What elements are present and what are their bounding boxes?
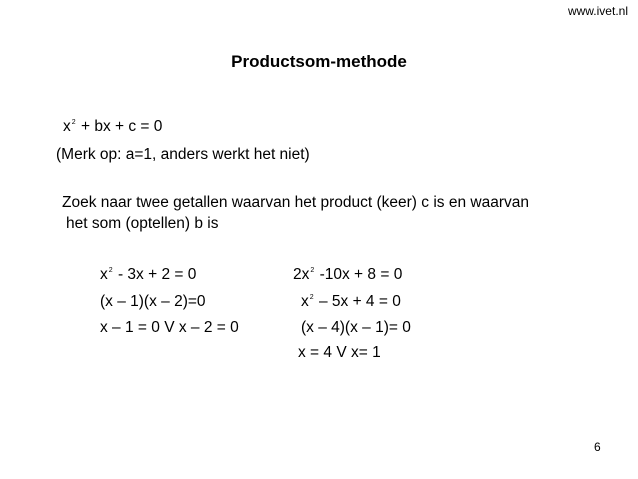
formula-exponent: 2 xyxy=(71,118,76,126)
right-line2-var: x xyxy=(301,293,309,310)
page-number: 6 xyxy=(594,440,601,454)
right-example-line-2 xyxy=(301,293,401,311)
right-line1-rest: -10x + 8 = 0 xyxy=(315,266,403,283)
left-example-line-3: x – 1 = 0 V x – 2 = 0 xyxy=(100,319,239,336)
formula-var: x xyxy=(63,118,71,135)
left-example-line-2: (x – 1)(x – 2)=0 xyxy=(100,293,206,310)
slide-title: Productsom-methode xyxy=(231,52,407,71)
left-example-line-1 xyxy=(100,266,196,284)
left-line1-rest: - 3x + 2 = 0 xyxy=(113,266,197,283)
instruction-line-1: Zoek naar twee getallen waarvan het product (keer) c is en waarvan xyxy=(62,194,529,211)
right-line2-rest: – 5x + 4 = 0 xyxy=(314,293,401,310)
right-line1-exponent: 2 xyxy=(310,266,315,274)
general-formula xyxy=(63,118,162,136)
right-example-line-1 xyxy=(293,266,402,284)
left-line1-var: x xyxy=(100,266,108,283)
right-line2-exponent: 2 xyxy=(309,293,314,301)
right-example-line-4: x = 4 V x= 1 xyxy=(298,344,381,361)
site-url: www.ivet.nl xyxy=(567,4,628,18)
right-example-line-3: (x – 4)(x – 1)= 0 xyxy=(301,319,411,336)
instruction-line-2: het som (optellen) b is xyxy=(66,215,219,232)
note-text: (Merk op: a=1, anders werkt het niet) xyxy=(56,146,310,163)
left-line1-exponent: 2 xyxy=(108,266,113,274)
right-line1-var: 2x xyxy=(293,266,310,283)
formula-rest: + bx + c = 0 xyxy=(76,118,163,135)
